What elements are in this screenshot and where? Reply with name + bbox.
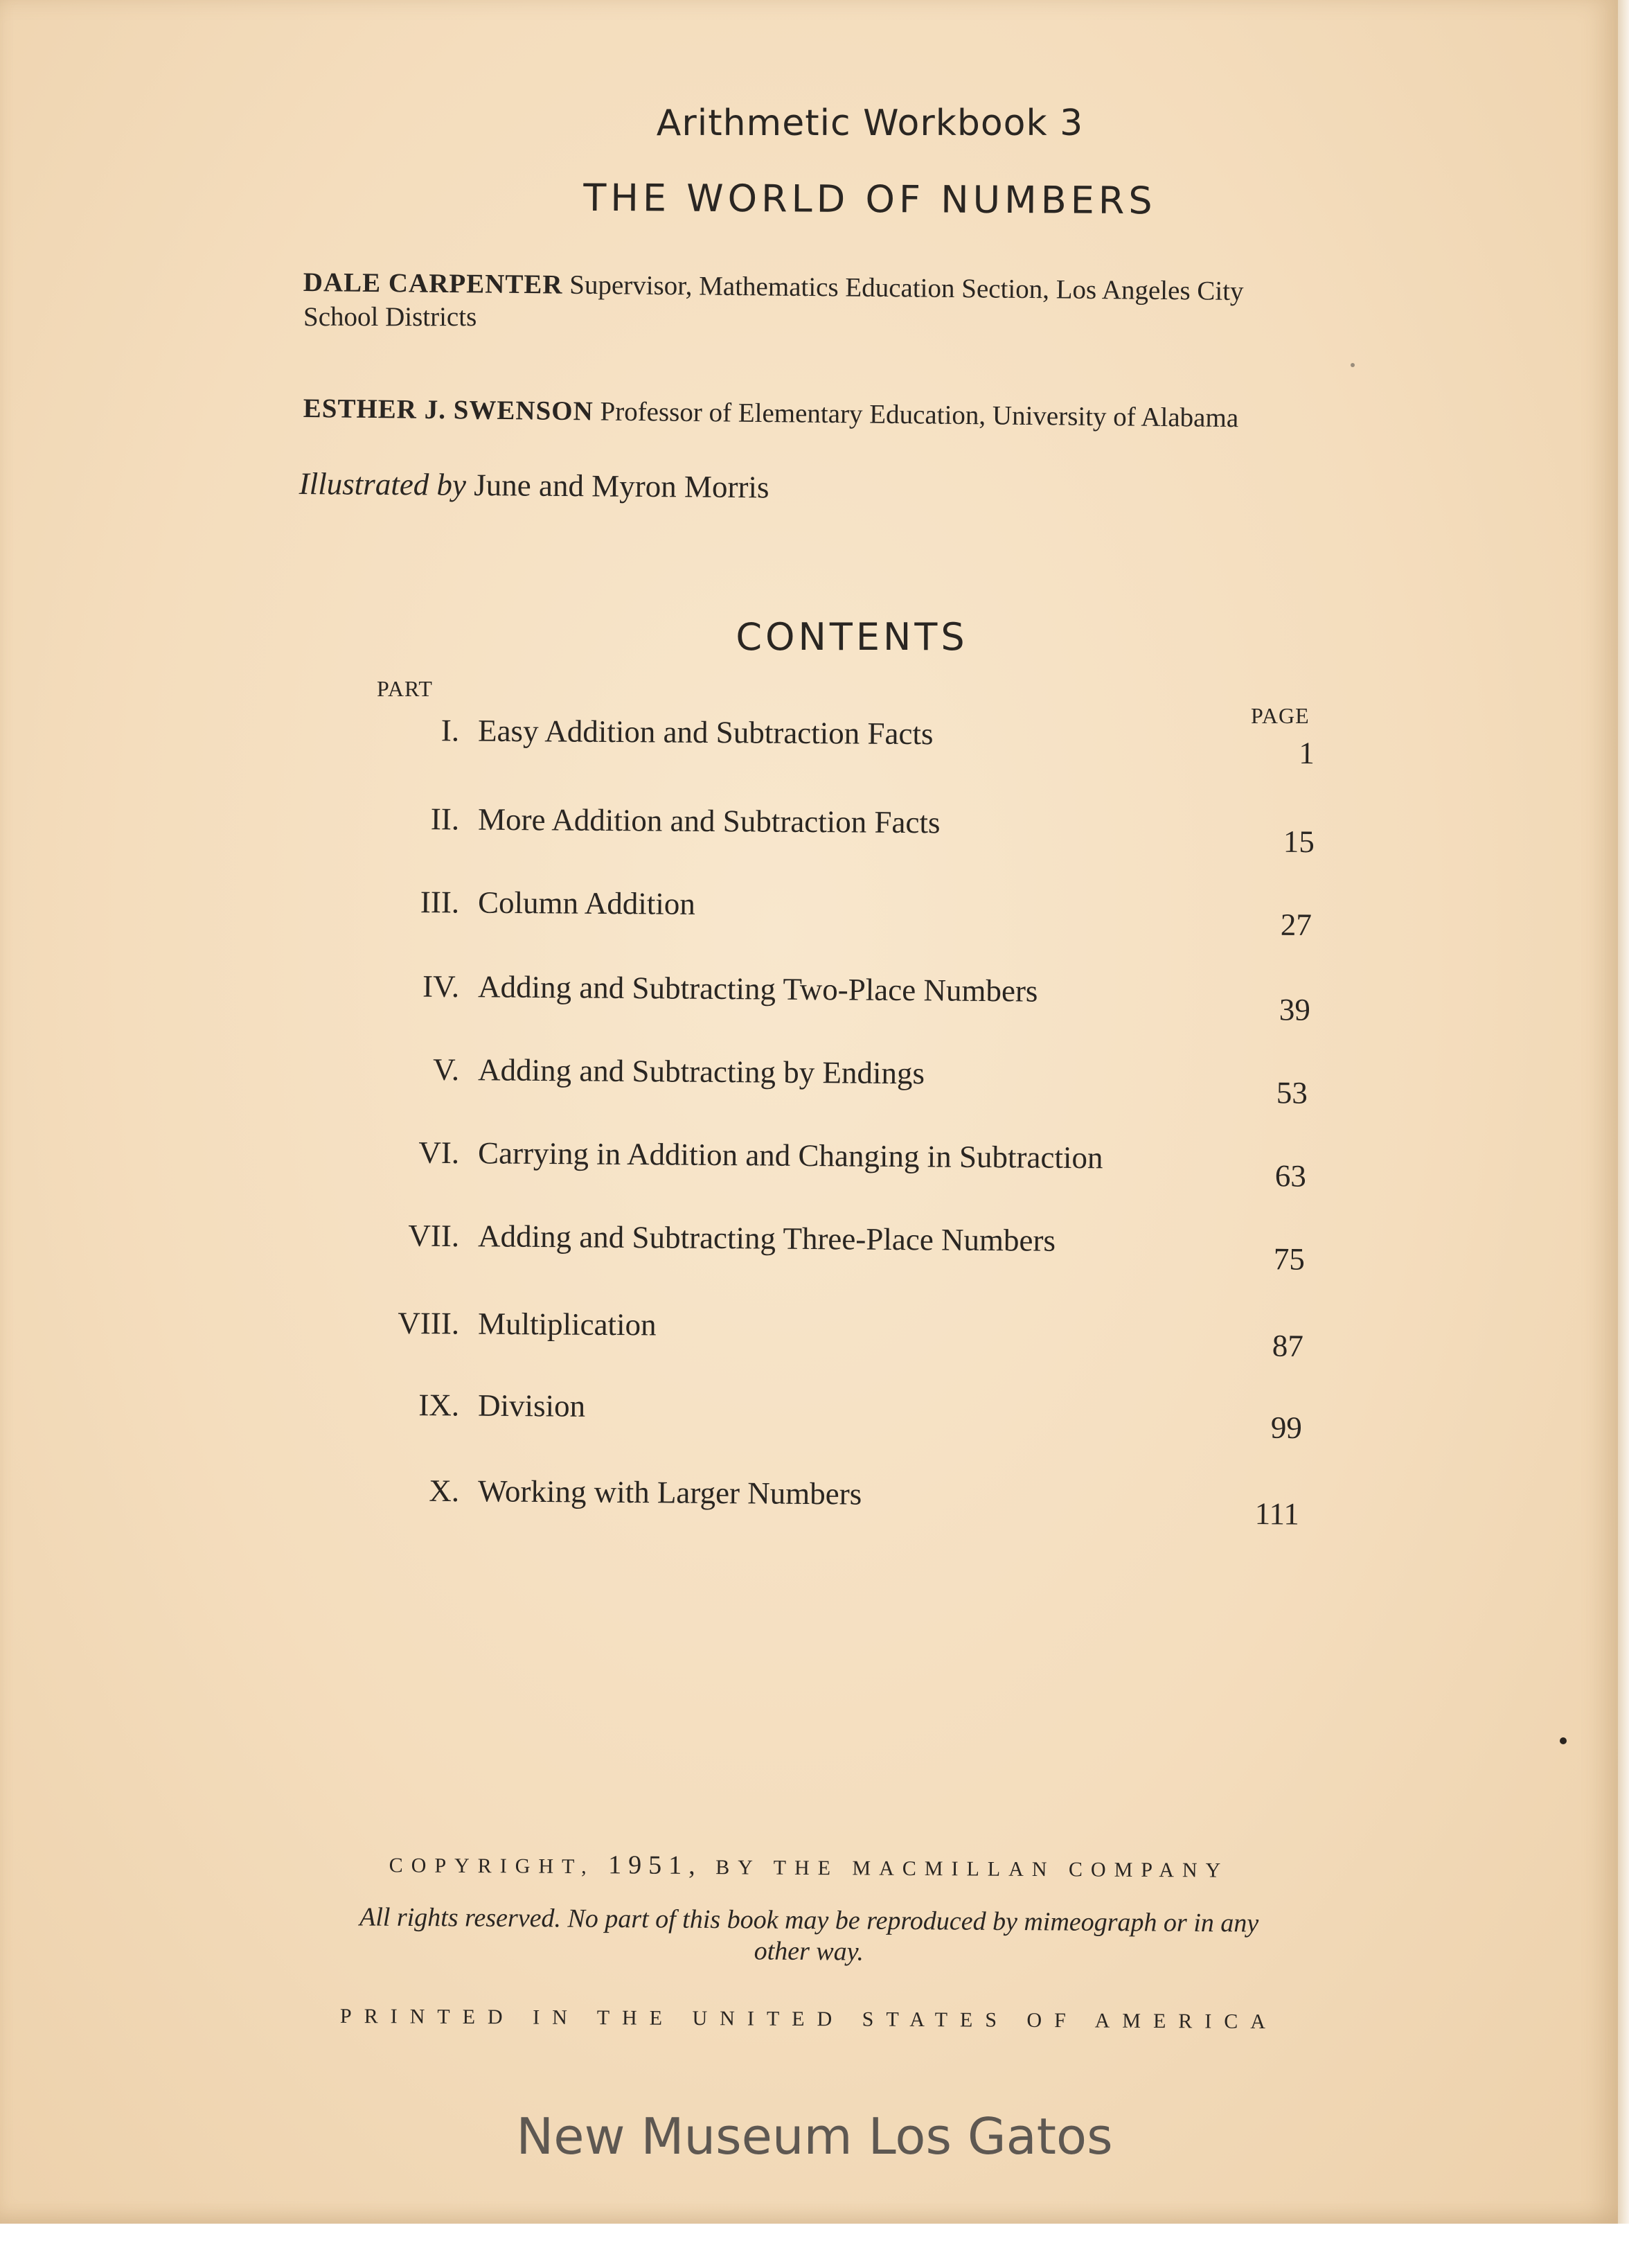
museum-watermark: New Museum Los Gatos: [516, 2107, 1113, 2165]
part-numeral: II.: [430, 801, 460, 837]
bottom-strip: [0, 2224, 1629, 2268]
part-title: More Addition and Subtraction Facts: [477, 801, 941, 840]
paper-speck: [1560, 1737, 1567, 1744]
part-title: Multiplication: [477, 1306, 657, 1343]
part-title: Division: [477, 1388, 586, 1424]
part-title: Adding and Subtracting Three-Place Numbers: [477, 1219, 1056, 1258]
part-title: Carrying in Addition and Changing in Subtraction: [477, 1135, 1103, 1176]
part-numeral: VIII.: [398, 1305, 460, 1341]
paper-speck: [1351, 363, 1355, 367]
book-title: THE WORLD OF NUMBERS: [583, 175, 1157, 223]
page-number: 63: [1274, 1158, 1307, 1194]
part-numeral: III.: [420, 885, 460, 920]
page-number: 39: [1279, 992, 1311, 1027]
author-role: Supervisor, Mathematics Education Section, Los Angeles City: [569, 269, 1244, 307]
page-number: 87: [1272, 1328, 1304, 1363]
part-numeral: VI.: [418, 1135, 460, 1171]
page-column-label: PAGE: [1251, 703, 1310, 728]
part-numeral: IV.: [422, 968, 460, 1004]
rights-statement: [0, 1899, 1618, 1973]
part-numeral: X.: [429, 1473, 460, 1509]
rights-line: All rights reserved. No part of this book may be reproduced by mimeograph or in any: [359, 1902, 1259, 1938]
author-role: Professor of Elementary Education, University of Alabama: [600, 396, 1239, 434]
illustrator-names: June and Myron Morris: [474, 467, 769, 505]
printed-in-line: PRINTED IN THE UNITED STATES OF AMERICA: [339, 2004, 1279, 2034]
part-column-label: PART: [377, 676, 433, 701]
copyright-prefix: COPYRIGHT,: [389, 1854, 595, 1879]
part-numeral: IX.: [418, 1388, 460, 1423]
part-title: Easy Addition and Subtraction Facts: [477, 713, 934, 752]
author-name: DALE CARPENTER: [303, 267, 563, 300]
part-numeral: V.: [432, 1052, 460, 1088]
series-title: Arithmetic Workbook 3: [656, 103, 1084, 144]
copyright-publisher: BY THE MACMILLAN COMPANY: [715, 1856, 1229, 1882]
page-number: 75: [1273, 1241, 1306, 1277]
author-role-continued: School Districts: [303, 302, 477, 332]
illustrator-prefix: Illustrated by: [299, 466, 467, 502]
page-number: 1: [1299, 735, 1315, 771]
illustrator-credit: [299, 466, 769, 505]
copyright-year: 1951,: [608, 1850, 702, 1881]
page-number: 15: [1283, 824, 1315, 860]
part-title: Adding and Subtracting Two-Place Numbers: [477, 969, 1038, 1009]
page-number: 111: [1254, 1496, 1300, 1532]
contents-heading: CONTENTS: [736, 615, 968, 659]
part-title: Column Addition: [477, 885, 696, 921]
part-numeral: I.: [440, 713, 460, 748]
page-number: 99: [1270, 1410, 1303, 1445]
rights-line: other way.: [754, 1936, 864, 1967]
page-number: 27: [1280, 907, 1312, 943]
part-numeral: VII.: [408, 1218, 460, 1254]
part-title: Adding and Subtracting by Endings: [477, 1052, 925, 1091]
page-number: 53: [1276, 1075, 1308, 1110]
author-name: ESTHER J. SWENSON: [303, 393, 594, 427]
part-title: Working with Larger Numbers: [477, 1473, 862, 1512]
page-edge: [1618, 0, 1629, 2268]
